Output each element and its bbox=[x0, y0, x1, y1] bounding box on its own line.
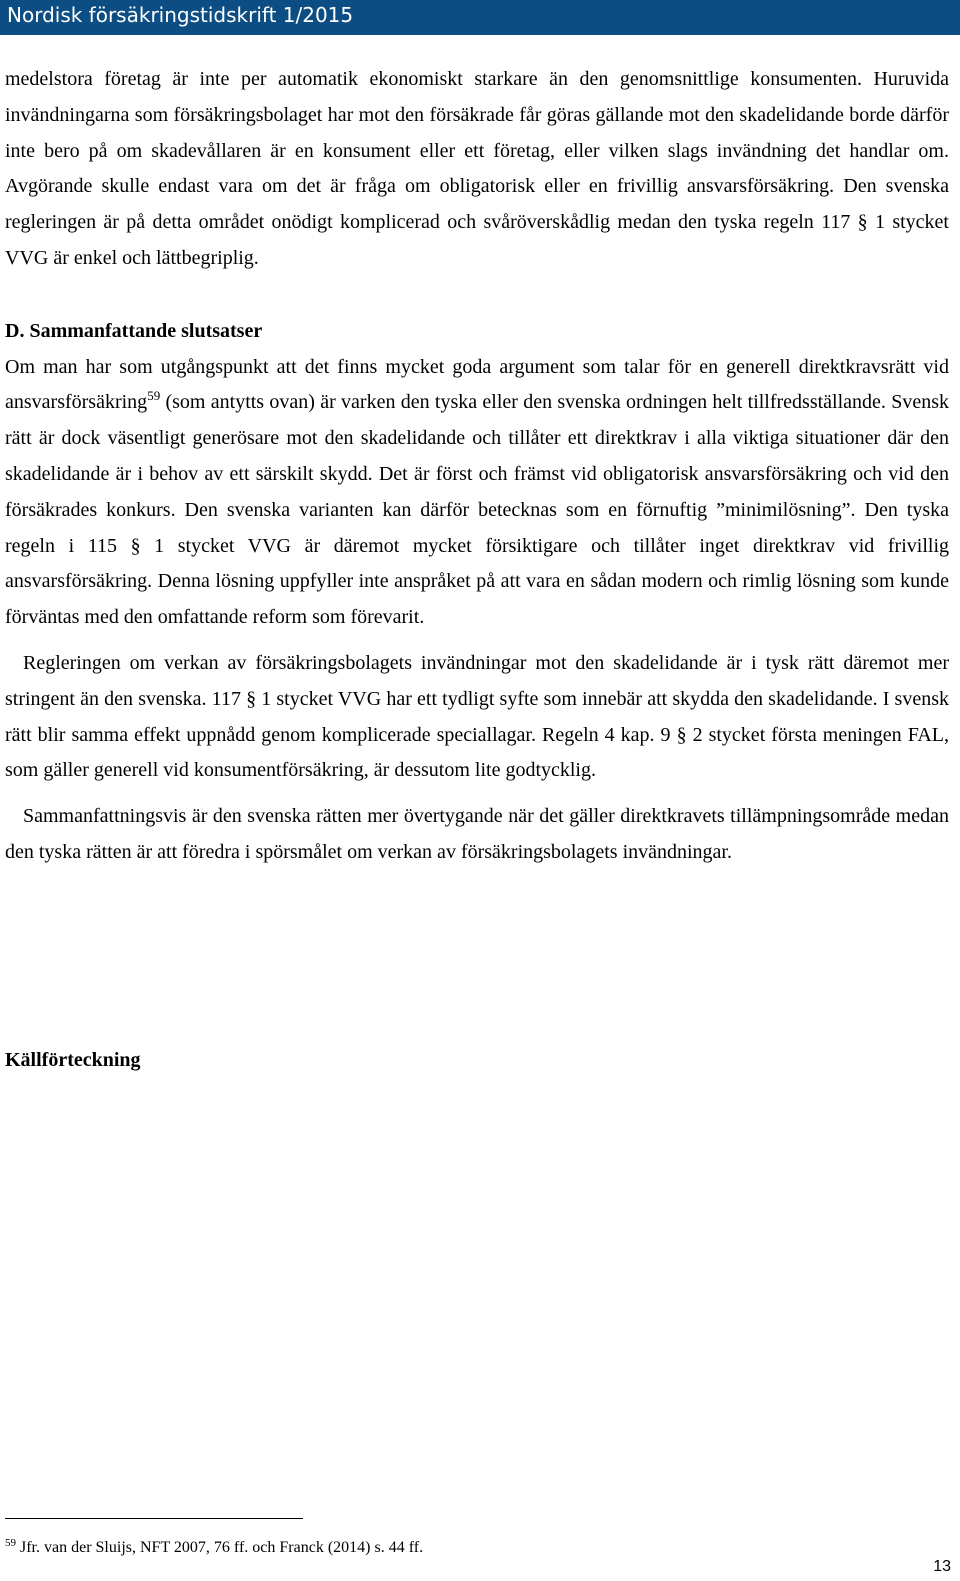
section-heading: Källförteckning bbox=[5, 1048, 141, 1071]
journal-title: Nordisk försäkringstidskrift 1/2015 bbox=[7, 3, 354, 27]
footnote-separator bbox=[5, 1518, 303, 1519]
footnote-reference[interactable]: 59 bbox=[147, 388, 161, 404]
page-number: 13 bbox=[933, 1558, 951, 1575]
running-header bbox=[0, 0, 960, 35]
article-body bbox=[5, 62, 949, 1079]
footnote-text: Jfr. van der Sluijs, NFT 2007, 76 ff. och Franck (2014) s. 44 ff. bbox=[16, 1539, 424, 1556]
paragraph: Sammanfattningsvis är den svenska rätten mer övertygande när det gäller direktkravets tillämpningsområde medan den tyska rätten är att föredra i spörsmålet om verkan av försäkringsbolagets invändningar. bbox=[5, 805, 949, 863]
paragraph-text: (som antytts ovan) är varken den tyska eller den svenska ordningen helt tillfredsställande. Svensk rätt är dock väsentligt generösare mot den skadelidande och tillåter ett direktkrav i alla viktiga situationer där den skadelidande är i behov av ett särskilt skydd. Det är först och främst vid obligatorisk ansvarsförsäkring och vid den försäkrades konkurs. Den svenska varianten kan därför betecknas som en förnuftig ”minimilösning”. Den tyska regeln i 115 § 1 stycket VVG är däremot mycket försiktigare och tillåter inget direktkrav vid frivillig ansvarsförsäkring. Denna lösning uppfyller inte anspråket på att vara en sådan modern och rimlig lösning som kunde förväntas med den omfattande reform som förevarit. bbox=[5, 391, 949, 629]
section-heading: D. Sammanfattande slutsatser bbox=[5, 319, 263, 342]
footnote bbox=[5, 1539, 423, 1557]
footnote-number: 59 bbox=[5, 1537, 16, 1549]
paragraph: medelstora företag är inte per automatik ekonomiskt starkare än den genomsnittlige konsumenten. Huruvida invändningarna som försäkringsbolaget har mot den försäkrade får göras gällande mot den skadelidande borde därför inte bero på om skadevållaren är en konsument eller ett företag, eller vilken slags invändning det handlar om. Avgörande skulle endast vara om det är fråga om obligatorisk eller en frivillig ansvarsförsäkring. Den svenska regleringen är på detta området onödigt komplicerad och svåröverskådlig medan den tyska regeln 117 § 1 stycket VVG är enkel och lättbegriplig. bbox=[5, 68, 949, 269]
paragraph bbox=[5, 350, 949, 636]
paragraph-text: Om man har som utgångspunkt att det finns mycket goda argument som talar för en generell direktkravsrätt vid ansvarsförsäkring bbox=[5, 355, 949, 414]
paragraph: Regleringen om verkan av försäkringsbolagets invändningar mot den skadelidande är i tysk rätt däremot mer stringent än den svenska. 117 § 1 stycket VVG har ett tydligt syfte som innebär att skydda den skadelidande. I svensk rätt blir samma effekt uppnådd genom komplicerade speciallagar. Regeln 4 kap. 9 § 2 stycket första meningen FAL, som gäller generell vid konsumentförsäkring, är dessutom lite godtycklig. bbox=[5, 651, 949, 782]
